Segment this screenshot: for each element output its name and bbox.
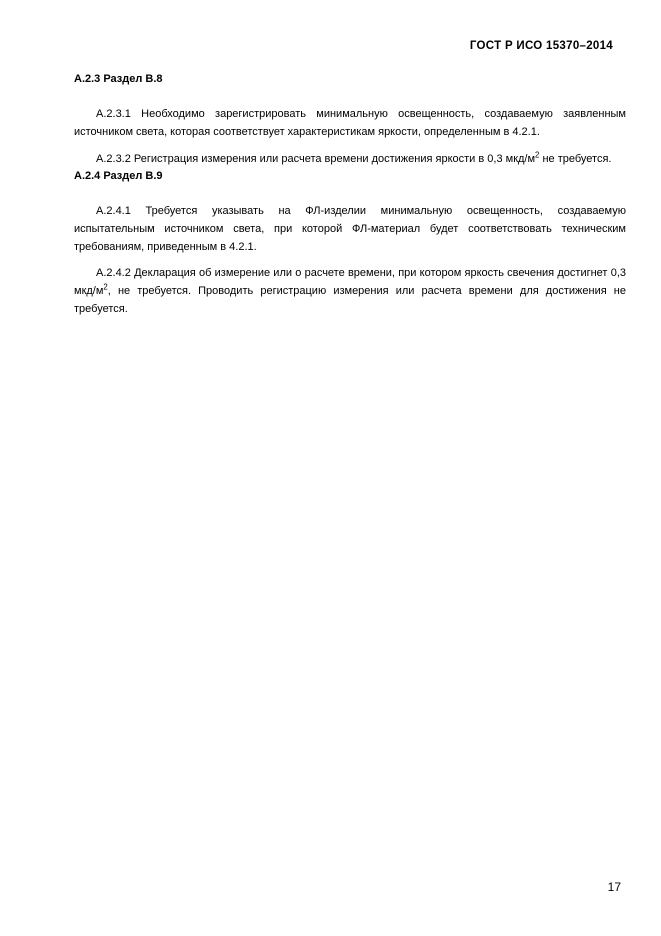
page-number: 17	[607, 880, 621, 894]
section-a-2-4	[74, 169, 626, 319]
paragraph-a-2-4-1	[74, 203, 626, 256]
paragraph-a-2-3-2	[74, 151, 626, 169]
paragraph-a-2-3-2-text-part-1: А.2.3.2 Регистрация измерения или расчета времени достижения яркости в 0,3 мкд/м	[96, 152, 536, 165]
paragraph-a-2-4-2	[74, 265, 626, 318]
document-body	[74, 72, 626, 319]
paragraph-a-2-4-1-text: А.2.4.1 Требуется указывать на ФЛ-изделии минимальную освещенность, создаваемую испытательным источником света, при которой ФЛ-материал будет соответствовать техническим требованиям, приведенным в 4.2.1.	[74, 205, 626, 253]
paragraph-a-2-3-1-text: А.2.3.1 Необходимо зарегистрировать минимальную освещенность, создаваемую заявленным источником света, которая соответствует характеристикам яркости, определенным в 4.2.1.	[74, 108, 626, 139]
paragraph-a-2-3-2-text-part-2: не требуется.	[539, 152, 612, 165]
section-a-2-3-heading: А.2.3 Раздел В.8	[74, 73, 163, 85]
paragraph-a-2-3-1	[74, 106, 626, 142]
section-a-2-4-heading: А.2.4 Раздел В.9	[74, 169, 163, 182]
document-header-standard-number: ГОСТ Р ИСО 15370–2014	[469, 40, 613, 52]
section-a-2-3	[74, 72, 626, 169]
paragraph-a-2-4-2-text-part-2: , не требуется. Проводить регистрацию измерения или расчета времени для достижения не требуется.	[74, 285, 626, 316]
paragraph-a-2-4-2-text-part-1: А.2.4.2 Декларация об измерение или о расчете времени, при котором яркость свечения достигнет 0,3 мкд/м	[74, 267, 626, 298]
superscript-square-1: 2	[535, 150, 540, 160]
superscript-square-2: 2	[103, 282, 108, 292]
